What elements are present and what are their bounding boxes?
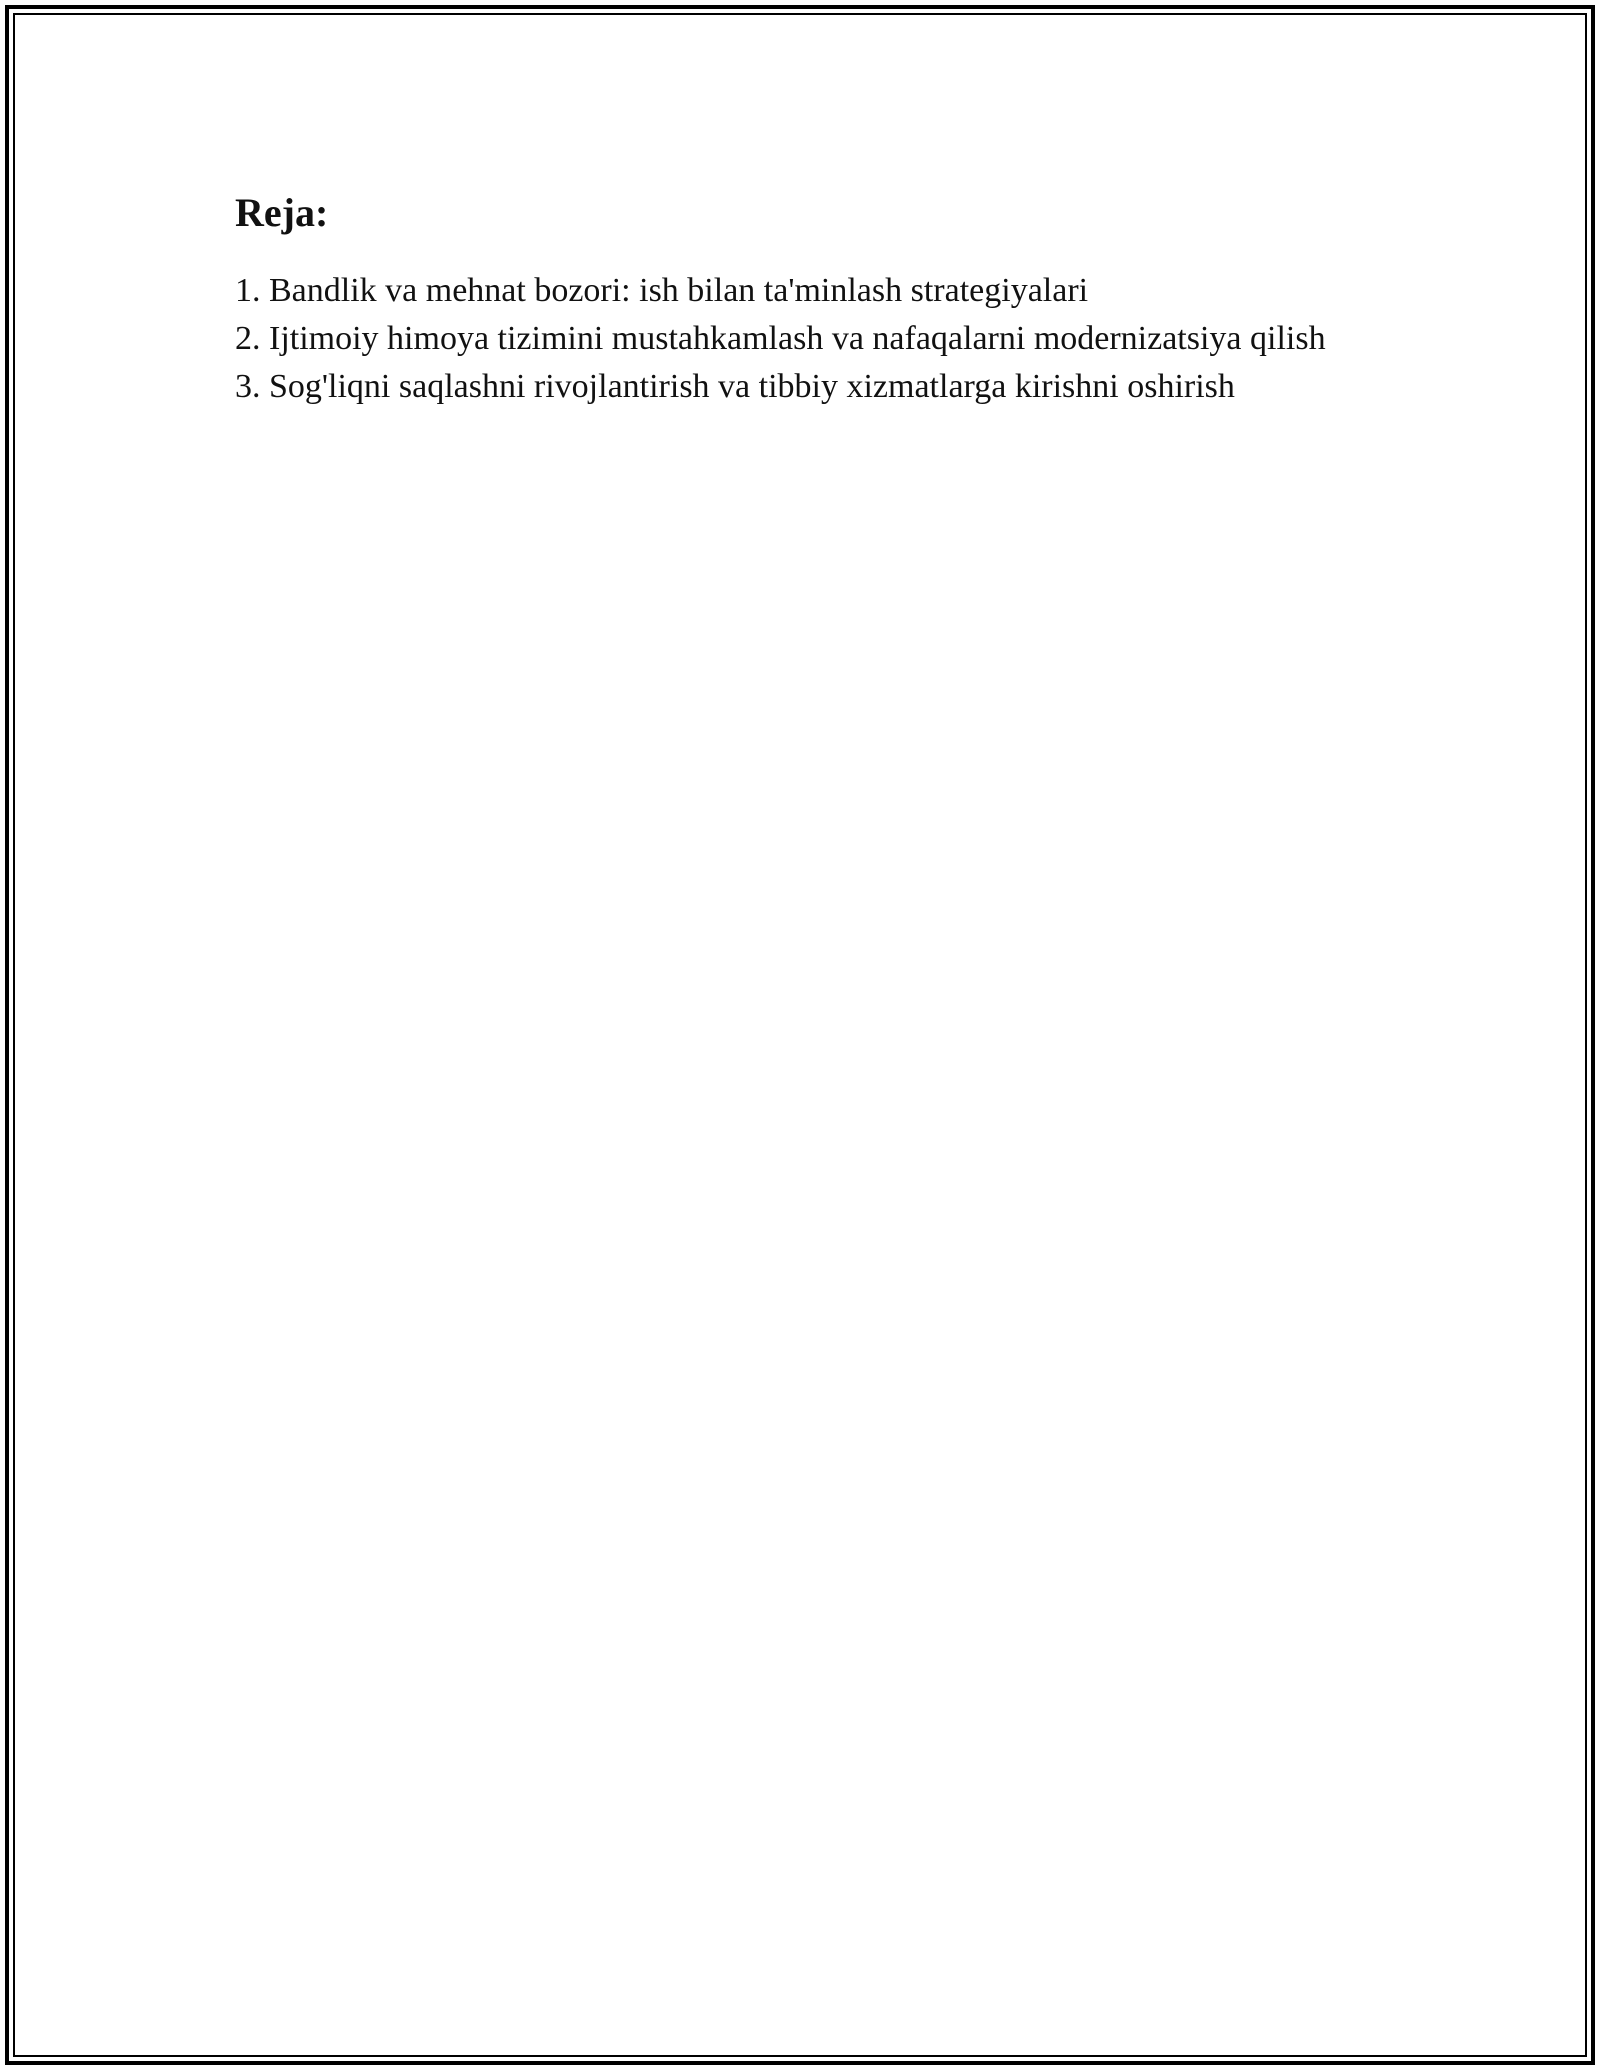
plan-item-1: 1. Bandlik va mehnat bozori: ish bilan ta'minlash strategiyalari: [235, 272, 1089, 309]
page-content: [235, 185, 1365, 411]
plan-item-3: 3. Sog'liqni saqlashni rivojlantirish va tibbiy xizmatlarga kirishni oshirish: [235, 368, 1235, 405]
plan-list: [235, 267, 1365, 411]
plan-item-2: 2. Ijtimoiy himoya tizimini mustahkamlash va nafaqalarni modernizatsiya qilish: [235, 320, 1326, 357]
plan-title: Reja:: [235, 190, 329, 235]
